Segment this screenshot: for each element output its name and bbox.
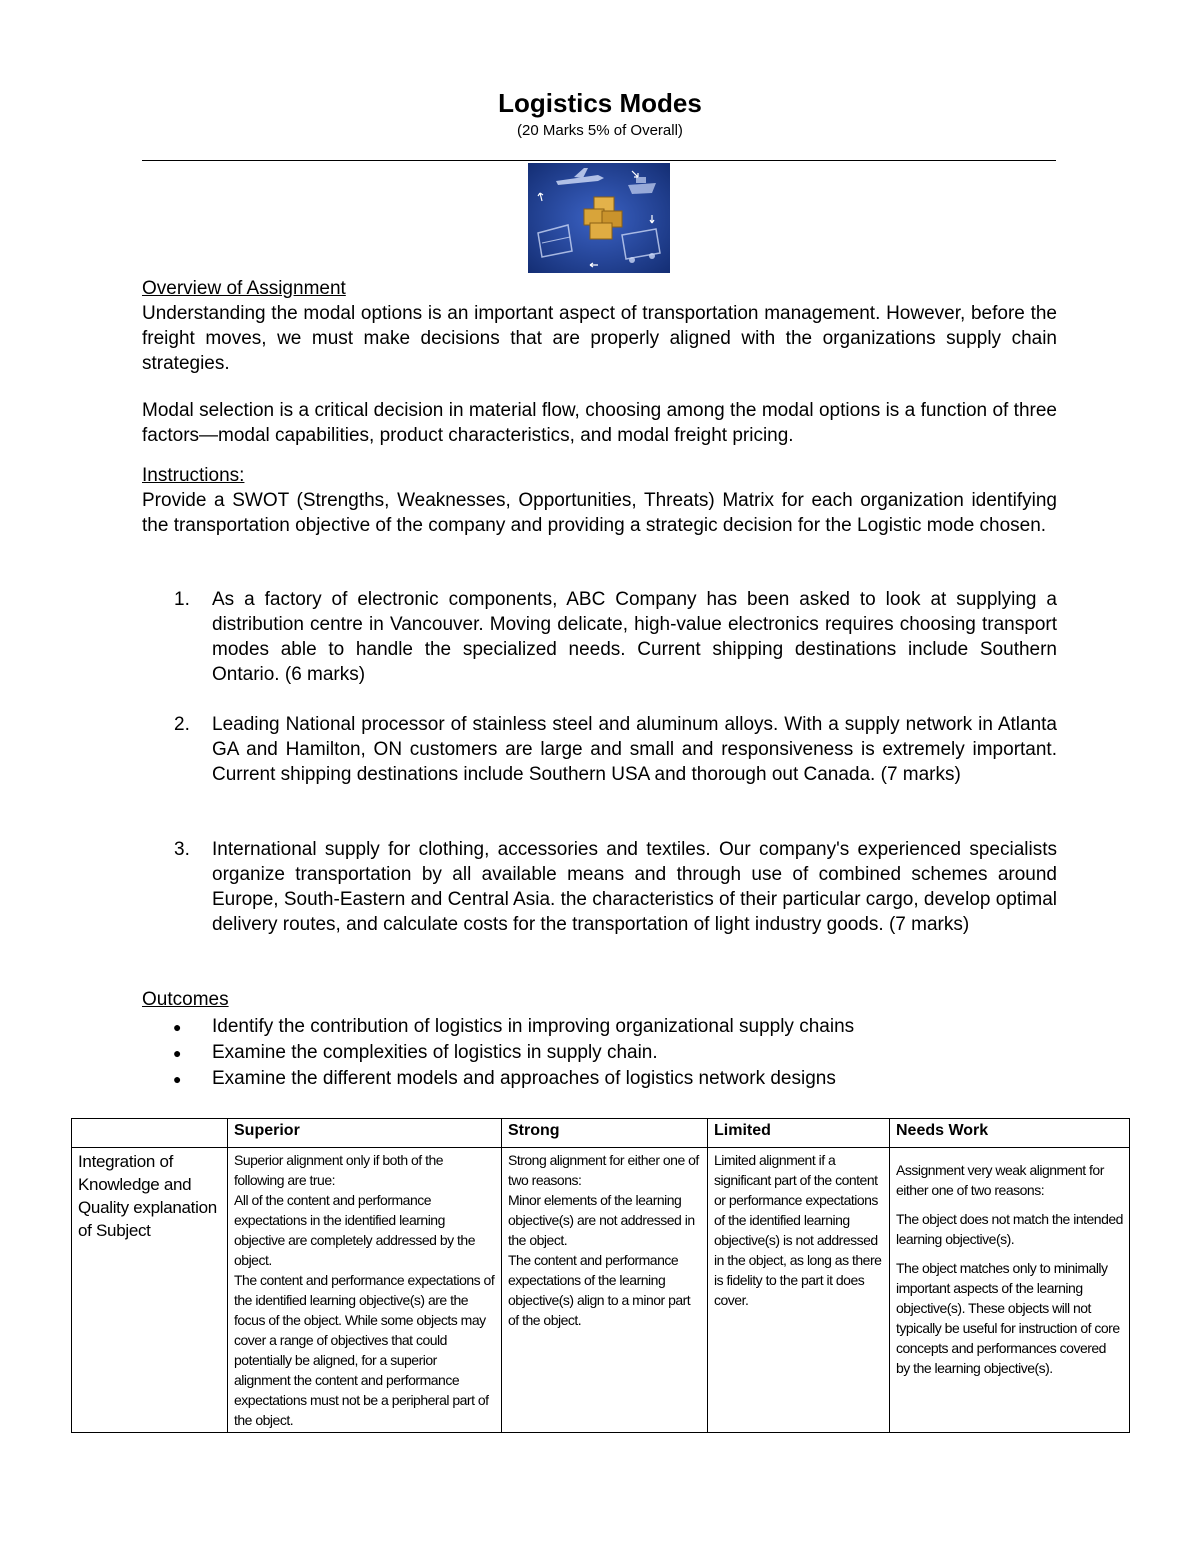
list-item-text: As a factory of electronic components, ABC Company has been asked to look at supplying a distribution centre in Vancouver. Moving delicate, high-value electronics requires choosing transport modes able to handle the specialized needs. Current shipping destinations include Southern Ontario. (6 marks) [212, 589, 1057, 685]
page-subtitle: (20 Marks 5% of Overall) [517, 122, 683, 139]
outcome-item [142, 1066, 1057, 1092]
overview-paragraph-1: Understanding the modal options is an important aspect of transportation management. However, before the freight moves, we must make decisions that are properly aligned with the organizations supply chain strategies. [142, 303, 1057, 374]
needs-work-text: The object matches only to minimally important aspects of the learning objective(s). These objects will not typically be useful for instruction of core concepts and performances covered by the learning objective(s). [896, 1260, 1120, 1376]
rubric-table [71, 1118, 1130, 1433]
outcome-item [142, 1014, 1057, 1040]
header-cell-limited: Limited [708, 1119, 890, 1148]
list-item [142, 587, 1057, 687]
needs-work-text: Assignment very weak alignment for either one of two reasons: [896, 1162, 1104, 1198]
strong-cell [502, 1148, 708, 1433]
instructions-section [142, 463, 1057, 538]
list-item-text: International supply for clothing, accessories and textiles. Our company's experienced specialists organize transportation by all available means and through use of combined schemes around Europe, South-Eastern and Central Asia. the characteristics of their particular cargo, develop optimal delivery routes, and calculate costs for the transportation of light industry goods. (7 marks) [212, 839, 1057, 935]
list-item-text: Leading National processor of stainless steel and aluminum alloys. With a supply network in Atlanta GA and Hamilton, ON customers are large and small and responsiveness is extremely important. Current shipping destinations include Southern USA and thorough out Canada. (7 marks) [212, 714, 1057, 785]
list-item [142, 837, 1057, 937]
bullet-icon: ● [173, 1019, 182, 1035]
outcomes-heading [142, 987, 1057, 1012]
superior-text: The content and performance expectations of the identified learning objective(s) are the focus of the object. While some objects may cover a range of objectives that could potentially be aligned, for a superior alignment the content and performance expectations must not be a peripheral part of the object. [234, 1272, 495, 1428]
logistics-transport-icon [528, 163, 670, 273]
header-cell-needs-work: Needs Work [890, 1119, 1130, 1148]
bullet-icon: ● [173, 1045, 182, 1061]
outcome-text: Identify the contribution of logistics in improving organizational supply chains [212, 1016, 855, 1037]
table-header-row [72, 1119, 1130, 1148]
header-cell-superior: Superior [228, 1119, 502, 1148]
superior-text: Superior alignment only if both of the following are true: [234, 1152, 444, 1188]
list-item-number: 3. [174, 839, 190, 860]
list-item-number: 1. [174, 589, 190, 610]
strong-text: Minor elements of the learning objective(s) are not addressed in the object. [508, 1192, 695, 1248]
needs-work-cell [890, 1148, 1130, 1433]
header-cell-empty [72, 1119, 228, 1148]
list-item-number: 2. [174, 714, 190, 735]
overview-heading: Overview of Assignment [142, 278, 346, 299]
needs-work-text: The object does not match the intended learning objective(s). [896, 1211, 1123, 1247]
outcome-text: Examine the different models and approaches of logistics network designs [212, 1068, 836, 1089]
outcomes-heading-text: Outcomes [142, 989, 229, 1010]
overview-section [142, 276, 1057, 448]
instructions-text: Provide a SWOT (Strengths, Weaknesses, Opportunities, Threats) Matrix for each organization identifying the transportation objective of the company and providing a strategic decision for the Logistic mode chosen. [142, 490, 1057, 536]
bullet-icon: ● [173, 1071, 182, 1087]
page-title: Logistics Modes [498, 88, 702, 118]
superior-cell [228, 1148, 502, 1433]
limited-cell: Limited alignment if a significant part of the content or performance expectations of the identified learning objective(s) is not addressed in the object, as long as there is fidelity to the part it does cover. [708, 1148, 890, 1433]
outcome-item [142, 1040, 1057, 1066]
list-item [142, 712, 1057, 787]
strong-text: Strong alignment for either one of two reasons: [508, 1152, 699, 1188]
outcome-text: Examine the complexities of logistics in supply chain. [212, 1042, 658, 1063]
overview-paragraph-2: Modal selection is a critical decision in material flow, choosing among the modal options is a function of three factors—modal capabilities, product characteristics, and modal freight pricing. [142, 400, 1057, 446]
strong-text: The content and performance expectations of the learning objective(s) align to a minor part of the object. [508, 1252, 691, 1328]
table-row [72, 1148, 1130, 1433]
instructions-heading: Instructions: [142, 465, 245, 486]
criterion-cell: Integration of Knowledge and Quality explanation of Subject [72, 1148, 228, 1433]
header-cell-strong: Strong [502, 1119, 708, 1148]
superior-text: All of the content and performance expectations in the identified learning objective are completely addressed by the object. [234, 1192, 475, 1268]
header-divider [142, 160, 1056, 161]
